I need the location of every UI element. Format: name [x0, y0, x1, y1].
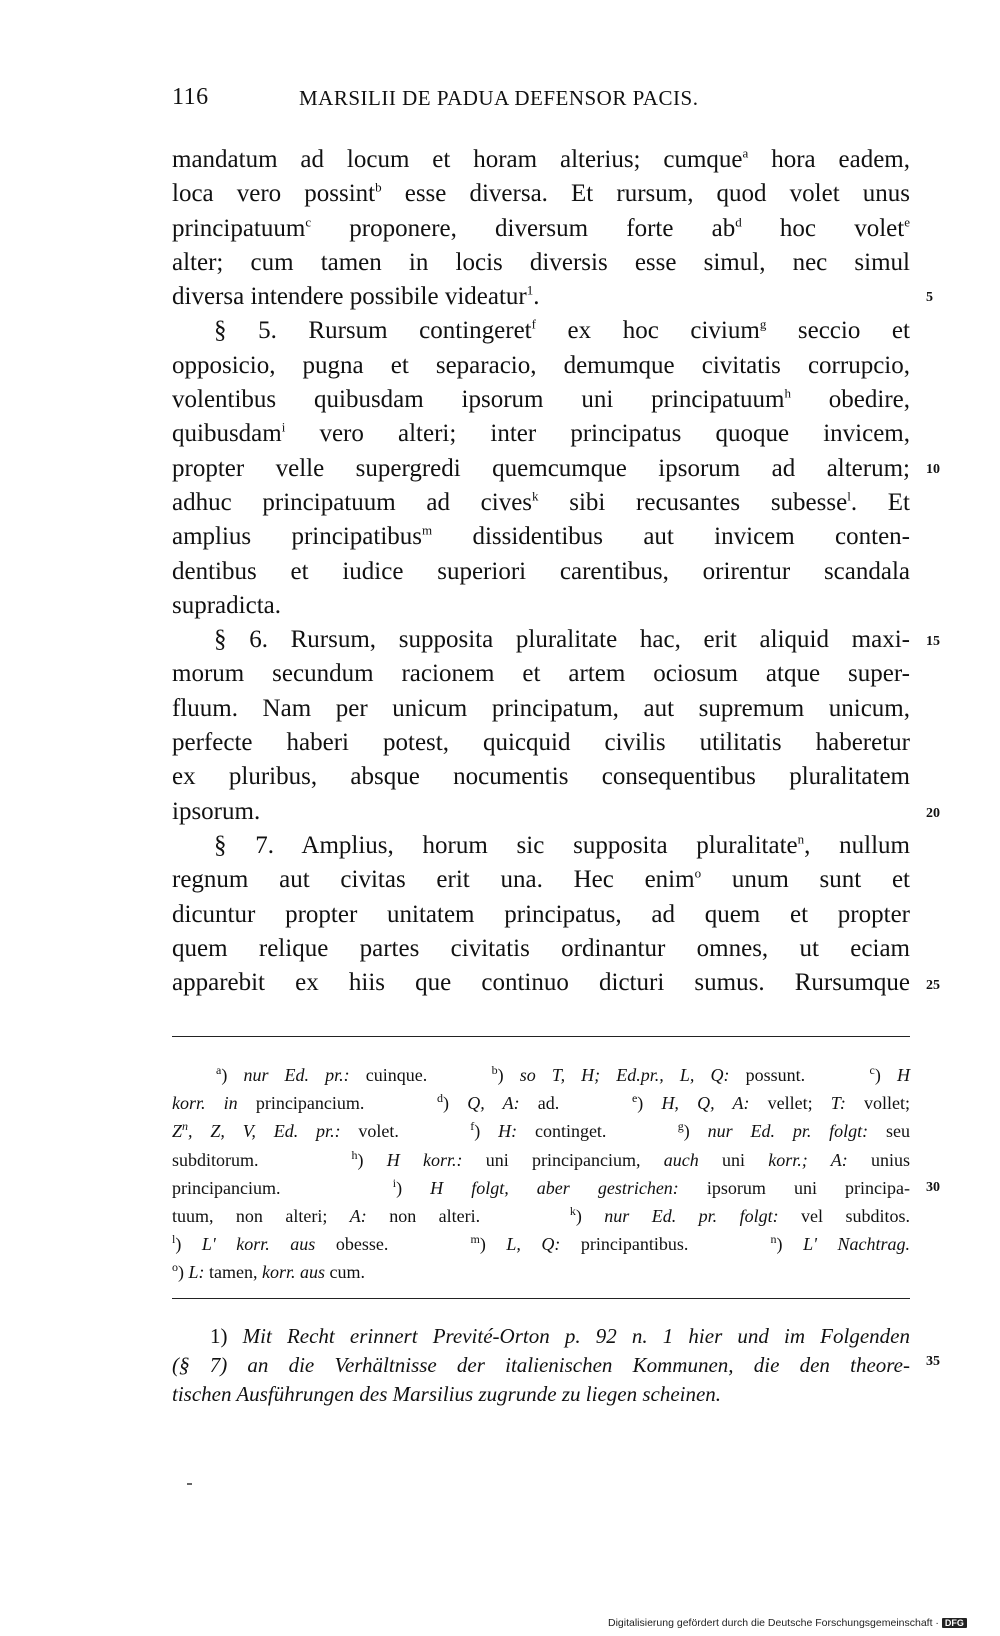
apparatus-divider	[172, 1036, 910, 1037]
text-line: ex pluribus, absque nocumentis consequentibus pluralitatem	[172, 763, 910, 791]
credit-text: Digitalisierung gefördert durch die Deutsche Forschungsgemeinschaft ·	[608, 1617, 939, 1629]
text-line: apparebit ex hiis que continuo dicturi sumus. Rursumque	[172, 969, 910, 997]
paragraph-start-6: § 6. Rursum, supposita pluralitate hac, erit aliquid maxi-	[214, 626, 910, 654]
running-title: MARSILII DE PADUA DEFENSOR PACIS.	[299, 86, 699, 110]
margin-line-number: 15	[926, 634, 940, 649]
footnote-line: tischen Ausführungen des Marsilius zugrunde zu liegen scheinen.	[172, 1382, 722, 1406]
apparatus-line: tuum, non alteri; A: non alteri. $^k$) nur Ed. pr. folgt: vel subditos.	[172, 1203, 910, 1226]
paragraph-start-5: § 5. Rursum contingeret$^f$ ex hoc civium$^g$ seccio et	[214, 317, 910, 345]
text-line: supradicta.	[172, 591, 281, 619]
apparatus-line: subditorum. $^h$) H korr.: uni principancium, auch uni korr.; A: unius	[172, 1147, 910, 1170]
text-line: adhuc principatuum ad cives$^k$ sibi recusantes subesse$^l$. Et	[172, 488, 910, 516]
text-line: perfecte haberi potest, quicquid civilis utilitatis haberetur	[172, 729, 910, 757]
footnote-divider	[172, 1298, 910, 1299]
text-line: propter velle supergredi quemcumque ipsorum ad alterum;	[172, 454, 910, 482]
footnote-line: 1) Mit Recht erinnert Previté-Orton p. 92 n. 1 hier und im Folgenden	[210, 1324, 910, 1348]
text-line: amplius principatibus$^m$ dissidentibus aut invicem conten-	[172, 522, 910, 551]
text-line: dicuntur propter unitatem principatus, ad quem et propter	[172, 900, 910, 928]
text-line: volentibus quibusdam ipsorum uni principatuum$^h$ obedire,	[172, 385, 910, 414]
text-line: quibusdam$^i$ vero alteri; inter principatus quoque invicem,	[172, 420, 910, 448]
apparatus-line: $^o$) L: tamen, korr. aus cum.	[172, 1260, 366, 1283]
text-line: fluum. Nam per unicum principatum, aut supremum unicum,	[172, 694, 910, 722]
text-line: quem relique partes civitatis ordinantur omnes, ut eciam	[172, 934, 910, 962]
apparatus-line: $^l$) L' korr. aus obesse. $^m$) L, Q: principantibus. $^n$) L' Nachtrag.	[172, 1232, 910, 1255]
dfg-logo-icon: DFG	[942, 1618, 967, 1628]
text-line: regnum aut civitas erit una. Hec enim$^o$ unum sunt et	[172, 865, 910, 894]
text-line: loca vero possint$^b$ esse diversa. Et rursum, quod volet unus	[172, 179, 910, 208]
text-line: morum secundum racionem et artem ociosum atque super-	[172, 660, 910, 688]
apparatus-line: korr. in principancium. $^d$) Q, A: ad. $^e$) H, Q, A: vellet; T: vollet;	[172, 1091, 910, 1114]
footnote-line: (§ 7) an die Verhältnisse der italienischen Kommunen, die den theore-	[172, 1353, 910, 1377]
margin-line-number: 10	[926, 462, 940, 477]
apparatus-line: $Z^n$, Z, V, Ed. pr.: volet. $^f$) H: continget. $^g$) nur Ed. pr. folgt: seu	[172, 1119, 911, 1142]
paragraph-start-7: § 7. Amplius, horum sic supposita pluralitate$^n$, nullum	[214, 831, 910, 859]
margin-line-number: 35	[926, 1354, 940, 1369]
critical-apparatus	[172, 1061, 910, 1287]
text-line: dentibus et iudice superiori carentibus, orirentur scandala	[172, 557, 910, 585]
text-line: diversa intendere possibile videatur$^1$.	[172, 282, 540, 311]
margin-line-number: 5	[926, 290, 933, 305]
digitization-credit	[608, 1617, 967, 1629]
page-number: 116	[172, 84, 209, 110]
scan-speck	[187, 1483, 192, 1485]
footnotes	[172, 1322, 910, 1409]
text-line: principatuum$^c$ proponere, diversum forte $ab^d$ hoc volet$^e$	[172, 214, 910, 242]
margin-line-number: 20	[926, 806, 940, 821]
text-line: mandatum ad locum et horam alterius; cumque$^a$ hora eadem,	[172, 145, 910, 173]
text-line: opposicio, pugna et separacio, demumque civitatis corrupcio,	[172, 351, 910, 379]
main-text	[172, 143, 910, 1000]
margin-line-number: 30	[926, 1180, 940, 1195]
text-line: alter; cum tamen in locis diversis esse simul, nec simul	[172, 248, 910, 276]
text-line: ipsorum.	[172, 797, 261, 825]
margin-line-number: 25	[926, 978, 940, 993]
apparatus-line: $^a$) nur Ed. pr.: cuinque. $^b$) so T, H; Ed.pr., L, Q: possunt. $^c$) H	[216, 1063, 910, 1085]
apparatus-line: principancium. $^i$) H folgt, aber gestrichen: ipsorum uni principa-	[172, 1175, 910, 1198]
